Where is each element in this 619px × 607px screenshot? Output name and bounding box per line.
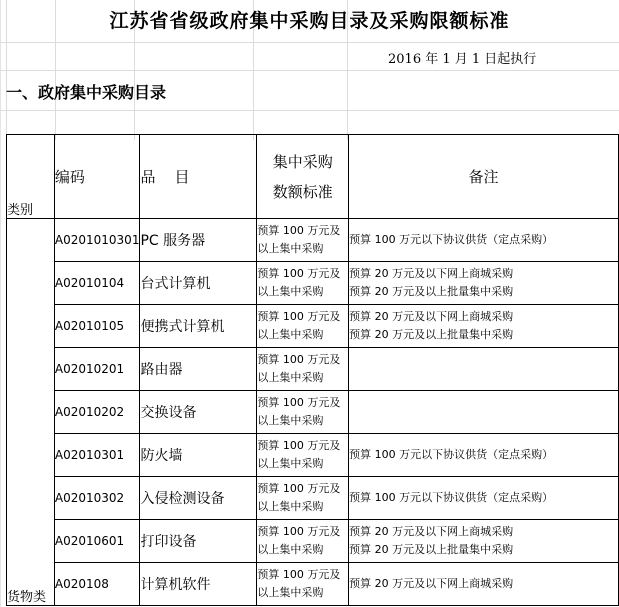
- table-row: [7, 563, 619, 606]
- header-code: 编码: [54, 135, 140, 219]
- table-row: [7, 305, 619, 348]
- note-line: 预算 100 万元以下协议供货（定点采购）: [349, 491, 554, 504]
- table-row: [7, 262, 619, 305]
- header-row: [7, 135, 619, 219]
- section-title: 一、政府集中采购目录: [6, 83, 167, 102]
- note-line: 预算 100 万元以下协议供货（定点采购）: [349, 448, 554, 461]
- item-cell: 入侵检测设备: [140, 477, 257, 520]
- item-cell: 打印设备: [140, 520, 257, 563]
- item-cell: 计算机软件: [140, 563, 257, 606]
- standard-cell: 预算 100 万元及以上集中采购: [257, 434, 349, 477]
- note-line: 预算 100 万元以下协议供货（定点采购）: [349, 233, 554, 246]
- table-row: [7, 520, 619, 563]
- header-item: 品 目: [140, 135, 257, 219]
- standard-cell: 预算 100 万元及以上集中采购: [257, 477, 349, 520]
- note-cell: [349, 520, 619, 563]
- note-cell: [349, 477, 619, 520]
- note-line: 预算 20 万元及以上批量集中采购: [349, 543, 514, 556]
- header-standard-line1: 集中采购: [272, 152, 333, 171]
- table-row: [7, 434, 619, 477]
- item-cell: 防火墙: [140, 434, 257, 477]
- code-cell: A02010202: [54, 391, 140, 434]
- code-cell: A02010301: [54, 434, 140, 477]
- procurement-table: [6, 134, 619, 606]
- table-row: [7, 348, 619, 391]
- code-cell: A020108: [54, 563, 140, 606]
- standard-cell: 预算 100 万元及以上集中采购: [257, 219, 349, 262]
- gridline: [0, 70, 619, 71]
- note-line: 预算 20 万元及以上批量集中采购: [349, 285, 514, 298]
- table-row: [7, 477, 619, 520]
- header-note: 备注: [349, 135, 619, 219]
- effective-date: 2016 年 1 月 1 日起执行: [388, 52, 537, 67]
- code-cell: A02010201: [54, 348, 140, 391]
- table-row: [7, 219, 619, 262]
- document-title: 江苏省省级政府集中采购目录及采购限额标准: [109, 10, 510, 32]
- standard-cell: 预算 100 万元及以上集中采购: [257, 348, 349, 391]
- item-cell: PC 服务器: [140, 219, 257, 262]
- code-cell: A02010104: [54, 262, 140, 305]
- note-cell: [349, 305, 619, 348]
- code-cell: A02010105: [54, 305, 140, 348]
- category-cell: 货物类: [7, 219, 55, 606]
- note-cell: [349, 434, 619, 477]
- note-cell: [349, 563, 619, 606]
- item-cell: 交换设备: [140, 391, 257, 434]
- standard-cell: 预算 100 万元及以上集中采购: [257, 520, 349, 563]
- header-standard: [257, 135, 349, 219]
- standard-cell: 预算 100 万元及以上集中采购: [257, 262, 349, 305]
- table-row: [7, 391, 619, 434]
- note-line: 预算 20 万元及以上批量集中采购: [349, 328, 514, 341]
- header-category: 类别: [7, 135, 55, 219]
- note-cell: [349, 219, 619, 262]
- code-cell: A02010601: [54, 520, 140, 563]
- note-cell: [349, 262, 619, 305]
- header-standard-line2: 数额标准: [272, 182, 333, 201]
- note-line: 预算 20 万元及以下网上商城采购: [349, 525, 514, 538]
- standard-cell: 预算 100 万元及以上集中采购: [257, 391, 349, 434]
- gridline: [0, 110, 619, 111]
- item-cell: 便携式计算机: [140, 305, 257, 348]
- note-line: 预算 20 万元及以下网上商城采购: [349, 267, 514, 280]
- note-line: 预算 20 万元及以下网上商城采购: [349, 577, 514, 590]
- standard-cell: 预算 100 万元及以上集中采购: [257, 563, 349, 606]
- code-cell: A02010302: [54, 477, 140, 520]
- item-cell: 路由器: [140, 348, 257, 391]
- table-body: [7, 219, 619, 606]
- item-cell: 台式计算机: [140, 262, 257, 305]
- note-line: 预算 20 万元及以下网上商城采购: [349, 310, 514, 323]
- code-cell: A0201010301: [54, 219, 140, 262]
- standard-cell: 预算 100 万元及以上集中采购: [257, 305, 349, 348]
- note-cell: [349, 348, 619, 391]
- note-cell: [349, 391, 619, 434]
- gridline: [0, 42, 619, 43]
